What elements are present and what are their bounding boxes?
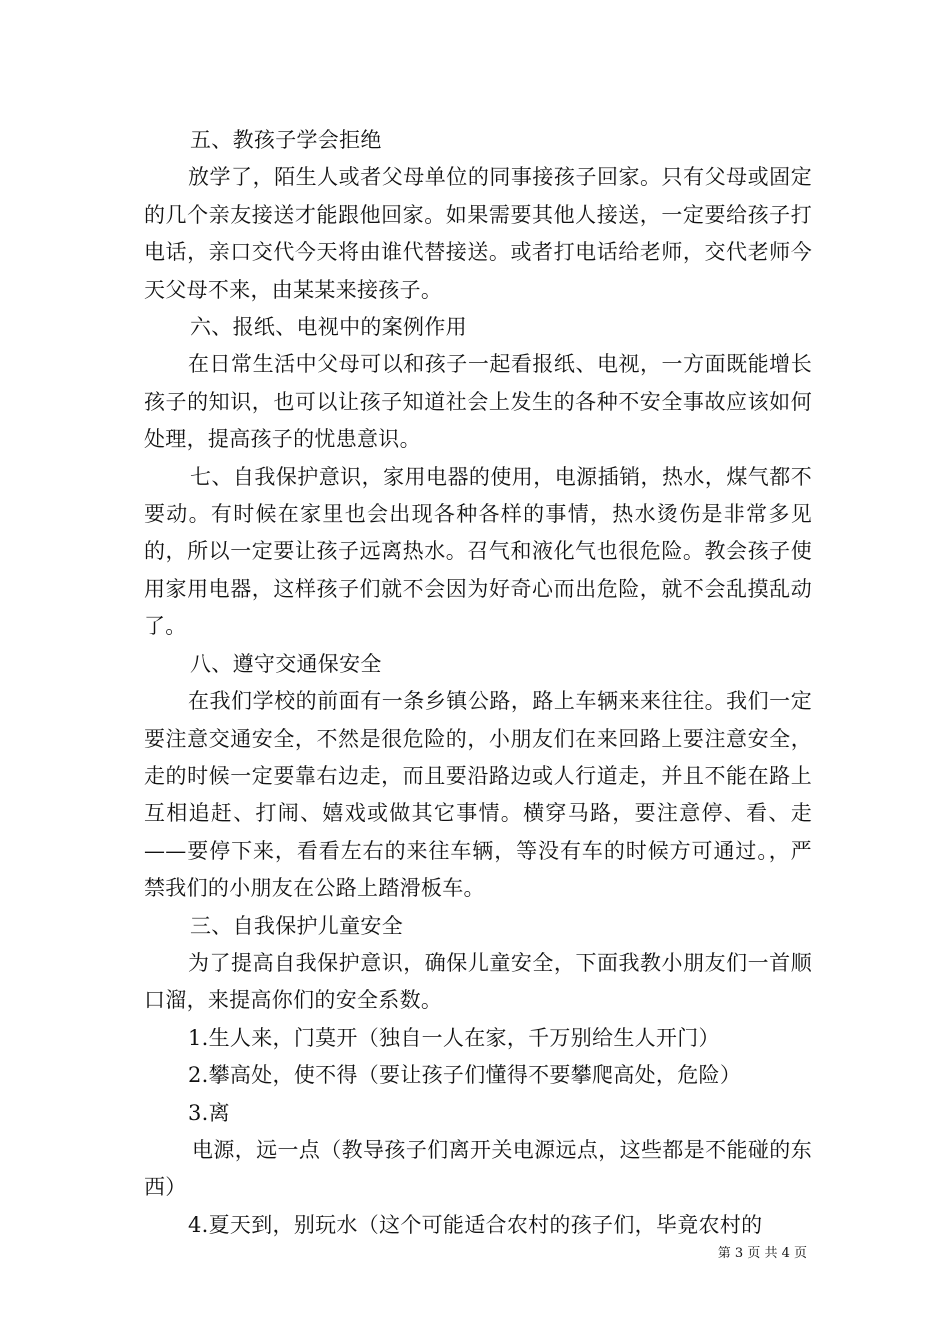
section-heading-7: 七、自我保护意识，家用电器的使用，电源插销，热水，煤气都不要动。有时候在家里也会出现各种各样的事情，热水烫伤是非常多见的，所以一定要让孩子远离热水。召气和液化气也很危险。教会孩子使用家用电器，这样孩子们就不会因为好奇心而出危险，就不会乱摸乱动了。 xyxy=(144,464,812,639)
page-number-footer: 第 3 页 共 4 页 xyxy=(717,1246,807,1261)
section-heading-6: 六、报纸、电视中的案例作用 xyxy=(190,315,467,340)
rhyme-item-2: 2.攀高处，使不得（要让孩子们懂得不要攀爬高处，危险） xyxy=(188,1063,742,1088)
section-heading-5: 五、教孩子学会拒绝 xyxy=(190,128,382,152)
paragraph-traffic-safety: 在我们学校的前面有一条乡镇公路，路上车辆来来往往。我们一定要注意交通安全，不然是很危险的，小朋友们在来回路上要注意安全，走的时候一定要靠右边走，而且要沿路边或人行道走，并且不能在路上互相追赶、打闹、嬉戏或做其它事情。横穿马路，要注意停、看、走——要停下来，看看左右的来往车辆，等没有车的时候方可通过。，严禁我们的小朋友在公路上踏滑板车。 xyxy=(144,689,812,901)
rhyme-item-3-cont: 电源，远一点（教导孩子们离开关电源远点，这些都是不能碰的东西） xyxy=(144,1137,812,1200)
section-heading-8: 八、遵守交通保安全 xyxy=(190,651,382,676)
paragraph-rhyme-intro: 为了提高自我保护意识，确保儿童安全，下面我教小朋友们一首顺口溜，来提高你们的安全系数。 xyxy=(144,950,812,1013)
rhyme-item-3-start: 3.离 xyxy=(188,1100,230,1125)
rhyme-item-4: 4.夏天到，别玩水（这个可能适合农村的孩子们，毕竟农村的 xyxy=(188,1212,763,1237)
section-heading-3: 三、自我保护儿童安全 xyxy=(190,913,403,938)
document-body xyxy=(144,122,812,1244)
paragraph-refuse-strangers: 放学了，陌生人或者父母单位的同事接孩子回家。只有父母或固定的几个亲友接送才能跟他回家。如果需要其他人接送，一定要给孩子打电话，亲口交代今天将由谁代替接送。或者打电话给老师，交代老师今天父母不来，由某某来接孩子。 xyxy=(144,165,812,302)
paragraph-news-cases: 在日常生活中父母可以和孩子一起看报纸、电视，一方面既能增长孩子的知识，也可以让孩子知道社会上发生的各种不安全事故应该如何处理，提高孩子的忧患意识。 xyxy=(144,352,812,452)
rhyme-item-1: 1.生人来，门莫开（独自一人在家，千万别给生人开门） xyxy=(188,1025,720,1050)
